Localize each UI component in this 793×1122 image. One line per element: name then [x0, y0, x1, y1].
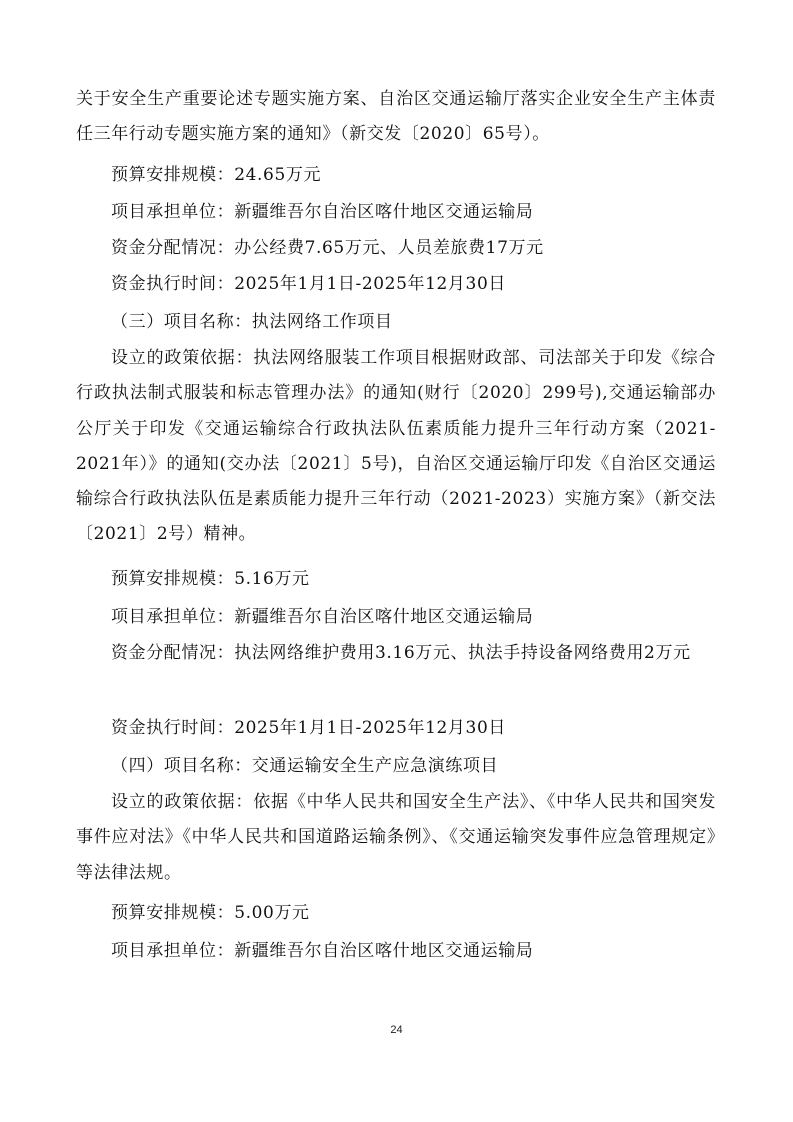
- fund-allocation-line: 资金分配情况：办公经费7.65万元、人员差旅费17万元: [111, 238, 544, 258]
- section-heading-3: （三）项目名称：执法网络工作项目: [111, 312, 393, 332]
- continued-policy-paragraph: 关于安全生产重要论述专题实施方案、自治区交通运输厅落实企业安全生产主体责任三年行动专题实施方案的通知》（新交发〔2020〕65号）。: [76, 89, 716, 145]
- undertaking-unit-line: 项目承担单位：新疆维吾尔自治区喀什地区交通运输局: [111, 941, 534, 961]
- undertaking-unit-line: 项目承担单位：新疆维吾尔自治区喀什地区交通运输局: [111, 202, 534, 222]
- execution-time-line: 资金执行时间：2025年1月1日-2025年12月30日: [111, 274, 506, 294]
- budget-scale-line: 预算安排规模：5.16万元: [111, 569, 310, 589]
- execution-time-line: 资金执行时间：2025年1月1日-2025年12月30日: [111, 718, 506, 738]
- budget-scale-line: 预算安排规模：5.00万元: [111, 903, 310, 923]
- page-number: 24: [390, 1024, 403, 1036]
- fund-allocation-paragraph: 资金分配情况：执法网络维护费用3.16万元、执法手持设备网络费用2万元: [111, 643, 691, 663]
- policy-basis-paragraph: 设立的政策依据：依据《中华人民共和国安全生产法》、《中华人民共和国突发事件应对法》《中华人民共和国道路运输条例》、《交通运输突发事件应急管理规定》等法律法规。: [76, 792, 716, 883]
- budget-scale-line: 预算安排规模：24.65万元: [111, 165, 322, 185]
- undertaking-unit-line: 项目承担单位：新疆维吾尔自治区喀什地区交通运输局: [111, 607, 534, 627]
- policy-basis-paragraph: 设立的政策依据：执法网络服装工作项目根据财政部、司法部关于印发《综合行政执法制式服装和标志管理办法》的通知(财行〔2020〕299号),交通运输部办公厅关于印发《交通运输综合行政执法队伍素质能力提升三年行动方案（2021-2021年）》的通知(交办法〔2021〕5号)，自治区交通运输厅印发《自治区交通运输综合行政执法队伍是素质能力提升三年行动（2021-2023）实施方案》（新交法〔2021〕2号）精神。: [76, 348, 716, 545]
- section-heading-4: （四）项目名称：交通运输安全生产应急演练项目: [111, 756, 499, 776]
